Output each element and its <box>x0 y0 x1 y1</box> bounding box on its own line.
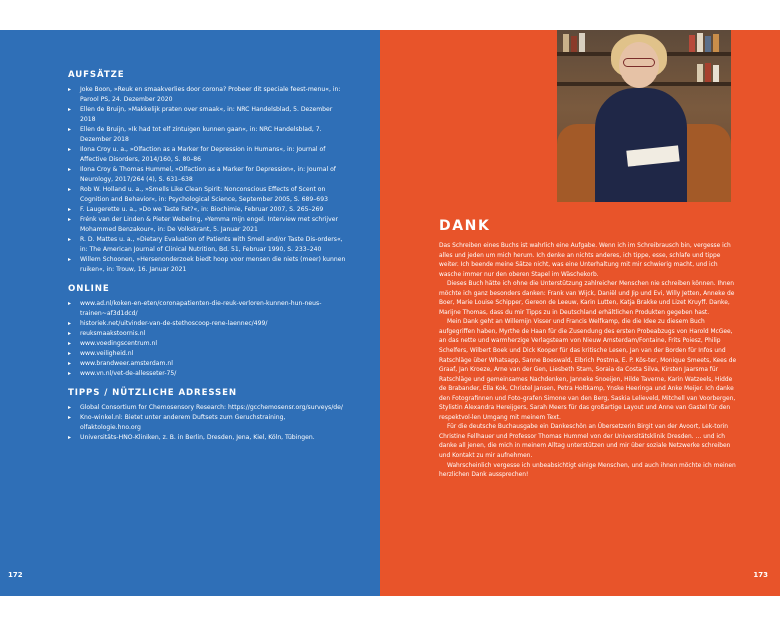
paragraph: Dieses Buch hätte ich ohne die Unterstützung zahlreicher Menschen nie schreiben können. Ihnen möchte ich ganz besonders danken: Frank van Wijck, Daniël und Jip und Evi, Willy Jetten, Anneke de Boer, Marie Louise Schipper, Gereon de Leeuw, Karin Lutten, Katja Brakke und Lizet Kruyff. Danke, Marijne Thomas, dass du mir Tipps zu in Deutschland erhältlichen Produkten gegeben hast. <box>439 281 735 316</box>
link-item: ▸ www.voedingscentrum.nl <box>68 339 348 349</box>
list-item: ▸ Ellen de Bruijn, »Ik had tot elf zintuigen kunnen gaan«, in: NRC Handelsblad, 7. Dezember 2018 <box>68 125 348 145</box>
author-photo <box>557 30 731 202</box>
page-number: 172 <box>8 571 23 579</box>
list-item: ▸ Universitäts-HNO-Kliniken, z. B. in Berlin, Dresden, Jena, Kiel, Köln, Tübingen. <box>68 433 348 443</box>
glasses-icon <box>623 58 655 67</box>
left-page <box>0 30 380 596</box>
reference-list <box>68 85 348 275</box>
list-item: ▸ Ilona Croy & Thomas Hummel, »Olfaction as a Marker for Depression«, in: Journal of Neurology, 2017/264 (4), S. 631–638 <box>68 165 348 185</box>
right-page <box>380 30 780 596</box>
paragraph: Wahrscheinlich vergesse ich unbeabsichtigt einige Menschen, und auch ihnen möchte ich meinen herzlichen Dank aussprechen! <box>439 462 736 479</box>
list-item: ▸ Global Consortium for Chemosensory Research: https://gcchemosensr.org/surveys/de/ <box>68 403 348 413</box>
link-item: ▸ www.ad.nl/koken-en-eten/coronapatienten-die-reuk-verloren-kunnen-hun-neus-trainen~af3d1dcd/ <box>68 299 348 319</box>
paragraph: Mein Dank geht an Willemijn Visser und Francis Welfkamp, die die Idee zu diesem Buch aufgegriffen haben, Myrthe de Haan für die Zusendung des ersten Probeabzugs von Harold McGee, an das nette und warmherzige Verlagsteam von Nieuw Amsterdam/Fontaine, Frits Poiesz, Philip Schelfers, Wilbert Boek und Dick Kooper für das kritische Lesen, Jan van der Borden für Infos und Ratschläge über Whatsapp, Sanne Boeswald, Elbrich Postma, E. P. Kös-ter, Monique Smeets, Kees de Graaf, Jan Kroeze, Arne van der Gen, Liesbeth Stam, Soraia da Costa Silva, Kirsten Jaarsma für Ratschläge und gemeinsames Nachdenken, Janneke Snoeijen, Hilde Taverne, Karin Watzeels, Hidde de Brabander, Ella Kok, Christel Jansen, Petra Holtkamp, Ynske Heeringa und Anke Meijer. Ich danke den Fotografinnen und Foto-grafen Simone van den Berg, Saskia Lelieveld, Mitchell van Voorbergen, Stylistin Alexandra Hereijgers, Sarah Meers für das großartige Layout und Anne van Gastel für den respektvol-len Umgang mit meinem Text. <box>439 319 737 421</box>
list-item: ▸ Kno-winkel.nl: Bietet unter anderem Duftsets zum Geruchstraining, olfaktologie.hno.org <box>68 413 348 433</box>
section-tipps <box>68 388 348 443</box>
section-title: TIPPS / NÜTZLICHE ADRESSEN <box>68 388 237 398</box>
link-list <box>68 299 348 379</box>
list-item: ▸ F. Laugerette u. a., »Do we Taste Fat?«, in: Biochimie, Februar 2007, S. 265–269 <box>68 205 348 215</box>
acknowledgements-text <box>439 242 741 481</box>
link-item: ▸ historiek.net/uitvinder-van-de-stethoscoop-rene-laennec/499/ <box>68 319 348 329</box>
section-title: ONLINE <box>68 284 110 294</box>
list-item: ▸ Willem Schoonen, »Hersenonderzoek biedt hoop voor mensen die niets (meer) kunnen ruiken«, in: Trouw, 16. Januar 2021 <box>68 255 348 275</box>
page-title: DANK <box>439 218 491 234</box>
paragraph: Für die deutsche Buchausgabe ein Dankeschön an Übersetzerin Birgit van der Avoort, Lek-torin Christine Fellhauer und Professor Thomas Hummel von der Universitätsklinik Dresden. … und ich danke all jenen, die mich in meinem Alltag unterstützen und mir über soziale Netzwerke schreiben und Kontakt zu mir aufnehmen. <box>439 424 731 460</box>
link-item: ▸ www.veiligheid.nl <box>68 349 348 359</box>
book-spread <box>0 30 780 596</box>
link-item: ▸ reuksmaakstoornis.nl <box>68 329 348 339</box>
bibliography <box>68 70 348 443</box>
page-number: 173 <box>753 571 768 579</box>
list-item: ▸ R. D. Mattes u. a., »Dietary Evaluation of Patients with Smell and/or Taste Dis-orders«, in: The American Journal of Clinical Nutrition, Bd. 51, Februar 1990, S. 233–240 <box>68 235 348 255</box>
link-item: ▸ www.vn.nl/vet-de-allesseter-75/ <box>68 369 348 379</box>
list-item: ▸ Ellen de Bruijn, »Makkelijk praten over smaak«, in: NRC Handelsblad, 5. Dezember 2018 <box>68 105 348 125</box>
section-title: AUFSÄTZE <box>68 70 125 80</box>
list-item: ▸ Frénk van der Linden & Pieter Webeling, »Yemma mijn engel. Interview met schrijver Mohammed Benzakour«, in: De Volkskrant, 5. Januar 2021 <box>68 215 348 235</box>
tips-list <box>68 403 348 443</box>
paragraph: Das Schreiben eines Buchs ist wahrlich eine Aufgabe. Wenn ich im Schreibrausch bin, vergesse ich alles und jeden um mich herum. Ich denke an nichts anderes, ich tippe, esse, schlafe und tippe weiter. Ich beende meine Sätze nicht, was eine Unterhaltung mit mir schwierig macht, und ich wasche immer nur den oberen Stapel im Wäschekorb. <box>439 243 731 278</box>
link-item: ▸ www.brandweer.amsterdam.nl <box>68 359 348 369</box>
list-item: ▸ Joke Boon, »Reuk en smaakverlies door corona? Probeer dit speciale feest-menu«, in: Parool PS, 24. Dezember 2020 <box>68 85 348 105</box>
list-item: ▸ Ilona Croy u. a., »Olfaction as a Marker for Depression in Humans«, in: Journal of Affective Disorders, 2014/160, S. 80–86 <box>68 145 348 165</box>
section-aufsaetze <box>68 70 348 275</box>
section-online <box>68 284 348 379</box>
list-item: ▸ Rob W. Holland u. a., »Smells Like Clean Spirit: Nonconscious Effects of Scent on Cognition and Behavior«, in: Psychological Science, September 2005, S. 689–693 <box>68 185 348 205</box>
